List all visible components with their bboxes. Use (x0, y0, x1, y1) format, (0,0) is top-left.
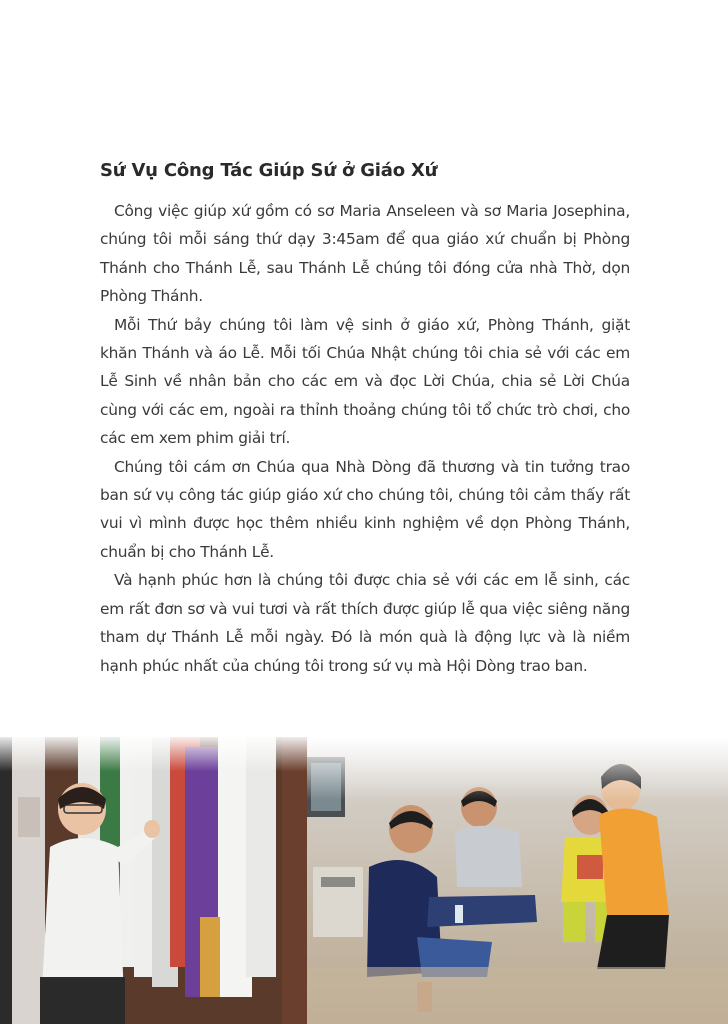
paragraph-3: Chúng tôi cám ơn Chúa qua Nhà Dòng đã thương và tin tưởng trao ban sứ vụ công tác giúp giáo xứ cho chúng tôi, chúng tôi cảm thấy rất vui vì mình được học thêm nhiều kinh nghiệm về dọn Phòng Thánh, chuẩn bị cho Thánh Lễ. (100, 457, 630, 561)
children-photo (307, 737, 728, 1024)
vestments-photo (0, 737, 307, 1024)
paragraph-2: Mỗi Thứ bảy chúng tôi làm vệ sinh ở giáo xứ, Phòng Thánh, giặt khăn Thánh và áo Lễ. Mỗi tối Chúa Nhật chúng tôi chia sẻ với các em Lễ Sinh về nhân bản cho các em và đọc Lời Chúa, chia sẻ Lời Chúa cùng với các em, ngoài ra thỉnh thoảng chúng tôi tổ chức trò chơi, cho các em xem phim giải trí. (100, 315, 630, 448)
body-text (100, 197, 630, 680)
paragraph-4: Và hạnh phúc hơn là chúng tôi được chia sẻ với các em lễ sinh, các em rất đơn sơ và vui tươi và rất thích được giúp lễ qua việc siêng năng tham dự Thánh Lễ mỗi ngày. Đó là món quà là động lực và là niềm hạnh phúc nhất của chúng tôi trong sứ vụ mà Hội Dòng trao ban. (100, 571, 630, 675)
paragraph-1: Công việc giúp xứ gồm có sơ Maria Anseleen và sơ Maria Josephina, chúng tôi mỗi sáng thứ dạy 3:45am để qua giáo xứ chuẩn bị Phòng Thánh cho Thánh Lễ, sau Thánh Lễ chúng tôi đóng cửa nhà Thờ, dọn Phòng Thánh. (100, 202, 630, 306)
section-heading: Sứ Vụ Công Tác Giúp Sứ ở Giáo Xứ (100, 160, 438, 181)
